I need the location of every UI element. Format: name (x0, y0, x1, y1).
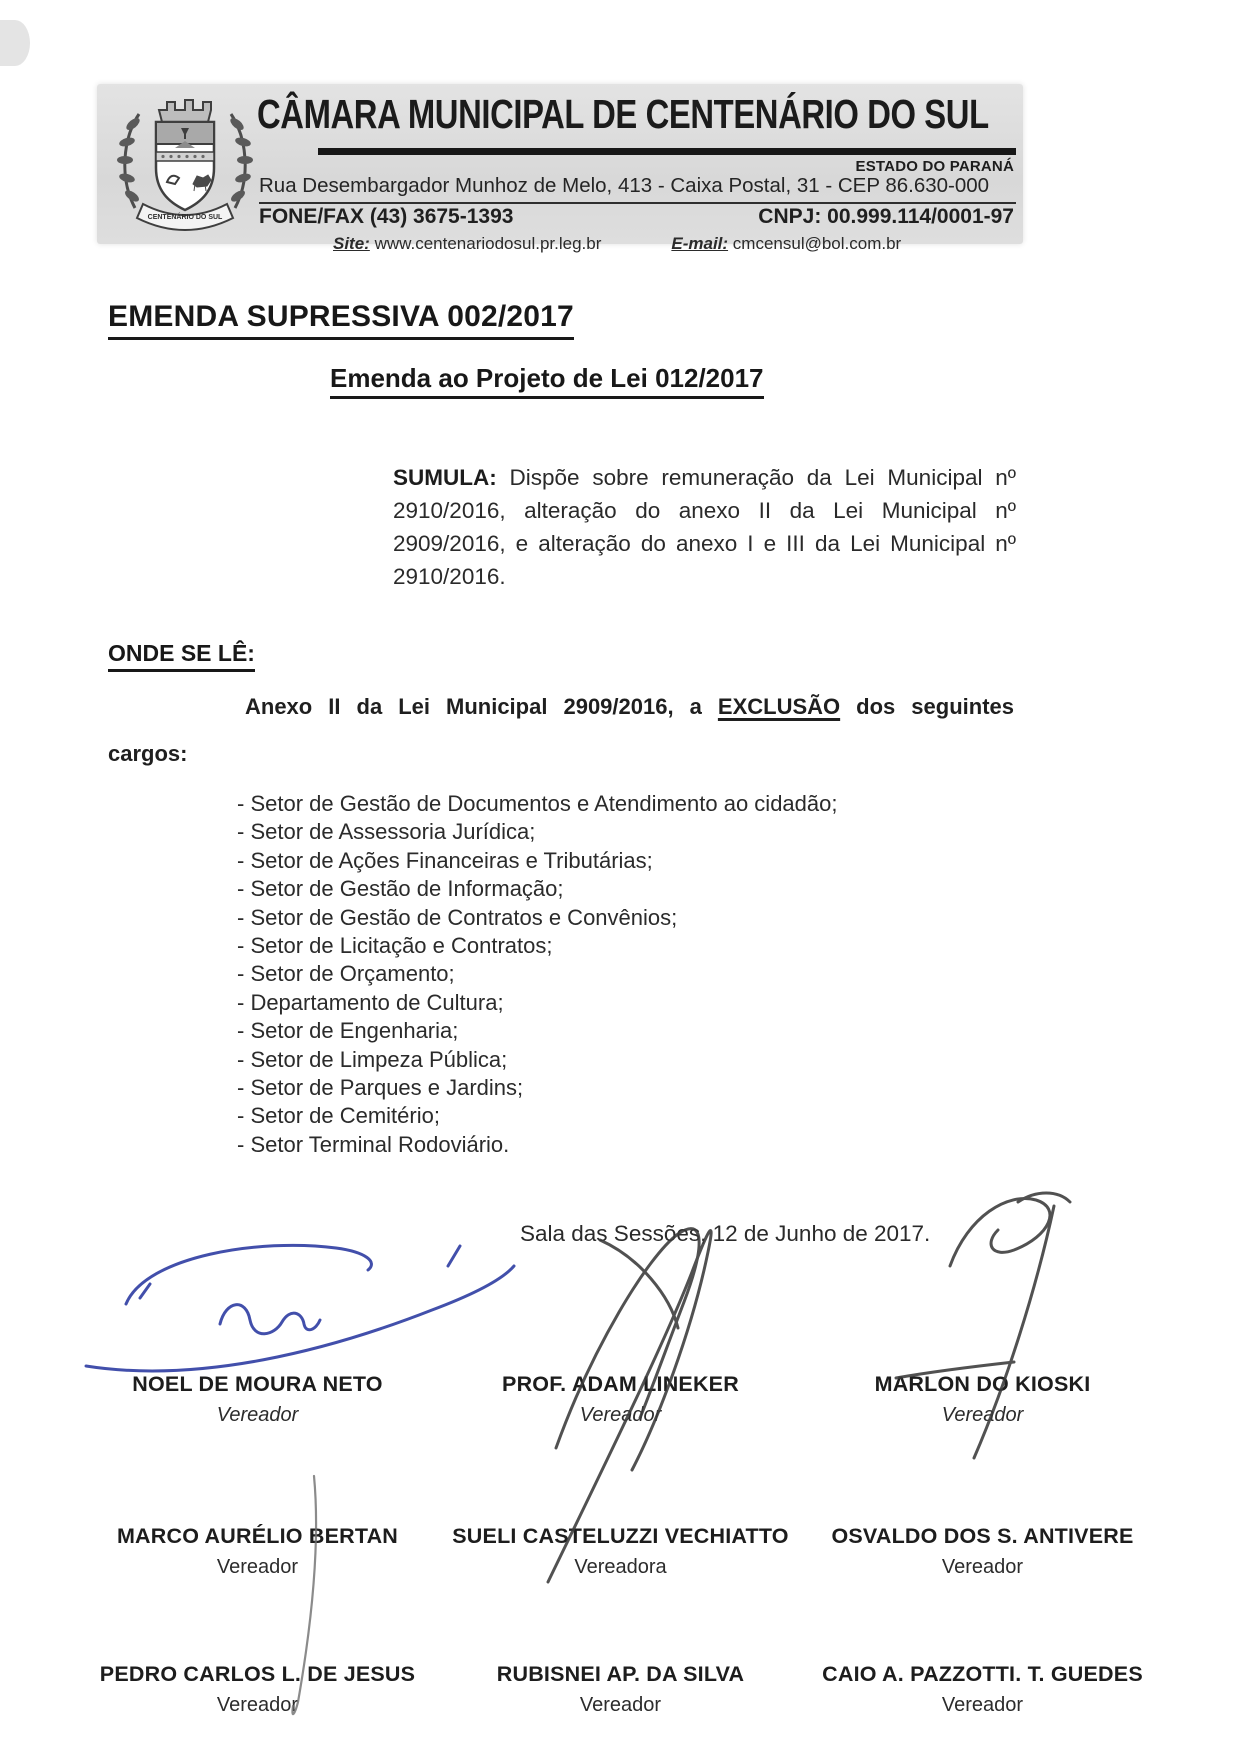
signature-block (790, 1524, 1175, 1579)
signature-block (790, 1662, 1175, 1717)
signer-name: MARCO AURÉLIO BERTAN (116, 1524, 399, 1548)
cargos-label: cargos: (108, 741, 188, 766)
letterhead-rule (318, 148, 1016, 155)
coat-of-arms-icon (109, 86, 261, 240)
signer-role: Vereador (216, 1556, 299, 1578)
letterhead-cnpj: CNPJ: 00.999.114/0001-97 (758, 205, 1014, 228)
anexo-text-1: Anexo II da Lei Municipal 2909/2016, a (245, 694, 702, 719)
list-item: - Setor de Gestão de Informação; (237, 876, 564, 902)
signer-role: Vereadora (574, 1556, 667, 1578)
list-item: - Setor de Limpeza Pública; (237, 1046, 508, 1072)
document-subtitle: Emenda ao Projeto de Lei 012/2017 (330, 363, 764, 399)
list-item: - Setor de Licitação e Contratos; (237, 933, 553, 959)
letterhead (97, 84, 1023, 253)
place-date-line: Sala das Sessões, 12 de Junho de 2017. (520, 1221, 931, 1246)
signature-block (60, 1524, 455, 1579)
signature-block (60, 1372, 455, 1427)
signature-block (448, 1524, 793, 1579)
list-item: - Setor de Ações Financeiras e Tributárias; (237, 847, 653, 873)
list-item: - Setor de Assessoria Jurídica; (237, 819, 536, 845)
site-link (333, 234, 601, 254)
sumula-label: SUMULA: (393, 464, 497, 490)
letterhead-contact-line (259, 234, 1016, 254)
list-item: - Setor de Cemitério; (237, 1103, 440, 1129)
signer-name: RUBISNEI AP. DA SILVA (496, 1662, 745, 1686)
signer-role: Vereador (941, 1694, 1024, 1716)
signature-stroke-noel (86, 1245, 514, 1371)
cargo-list (237, 790, 838, 1159)
list-item: - Setor Terminal Rodoviário. (237, 1131, 510, 1157)
anexo-paragraph (108, 694, 1014, 720)
sumula-text: Dispõe sobre remuneração da Lei Municipal nº 2910/2016, alteração do anexo II da Lei Municipal nº 2909/2016, e alteração do anexo I e III da Lei Municipal nº 2910/2016. (393, 464, 1016, 589)
signature-block (448, 1662, 793, 1717)
signer-name: SUELI CASTELUZZI VECHIATTO (452, 1524, 789, 1548)
signer-role: Vereador (216, 1694, 299, 1716)
email-address: cmcensul@bol.com.br (732, 234, 902, 253)
signer-name: PROF. ADAM LINEKER (502, 1372, 739, 1396)
document-title: EMENDA SUPRESSIVA 002/2017 (108, 300, 574, 340)
letterhead-address: Rua Desembargador Munhoz de Melo, 413 - Caixa Postal, 31 - CEP 86.630-000 (259, 174, 1016, 204)
list-item: - Departamento de Cultura; (237, 989, 504, 1015)
list-item: - Setor de Gestão de Contratos e Convênios; (237, 904, 678, 930)
signer-name: MARLON DO KIOSKI (874, 1372, 1091, 1396)
list-item: - Setor de Gestão de Documentos e Atendimento ao cidadão; (237, 791, 838, 816)
site-url: www.centenariodosul.pr.leg.br (374, 234, 602, 253)
scan-artifact (0, 20, 30, 66)
site-label: Site: (333, 234, 370, 253)
list-item: - Setor de Parques e Jardins; (237, 1075, 524, 1101)
anexo-text-2: dos seguintes (856, 694, 1015, 719)
email-link (671, 234, 901, 254)
signer-role: Vereador (579, 1694, 662, 1716)
signature-block (448, 1372, 793, 1427)
signer-role: Vereador (941, 1556, 1024, 1578)
signer-role: Vereador (579, 1404, 662, 1426)
signer-name: OSVALDO DOS S. ANTIVERE (831, 1524, 1134, 1548)
signer-name: CAIO A. PAZZOTTI. T. GUEDES (822, 1662, 1143, 1686)
svg-text:CENTENÁRIO DO SUL: CENTENÁRIO DO SUL (147, 214, 223, 221)
signature-block (60, 1662, 455, 1717)
email-label: E-mail: (671, 234, 729, 253)
letterhead-state: ESTADO DO PARANÁ (855, 158, 1014, 175)
onde-se-le-heading: ONDE SE LÊ: (108, 640, 255, 672)
letterhead-phone: FONE/FAX (43) 3675-1393 (259, 205, 514, 228)
signer-name: NOEL DE MOURA NETO (132, 1372, 383, 1396)
list-item: - Setor de Engenharia; (237, 1018, 459, 1044)
list-item: - Setor de Orçamento; (237, 961, 455, 987)
anexo-exclusao: EXCLUSÃO (717, 694, 841, 719)
signer-role: Vereador (216, 1404, 299, 1426)
signature-block (790, 1372, 1175, 1427)
letterhead-title: CÂMARA MUNICIPAL DE CENTENÁRIO DO SUL (257, 91, 989, 137)
sumula-paragraph (393, 461, 1016, 593)
signer-name: PEDRO CARLOS L. DE JESUS (99, 1662, 416, 1686)
signer-role: Vereador (941, 1404, 1024, 1426)
